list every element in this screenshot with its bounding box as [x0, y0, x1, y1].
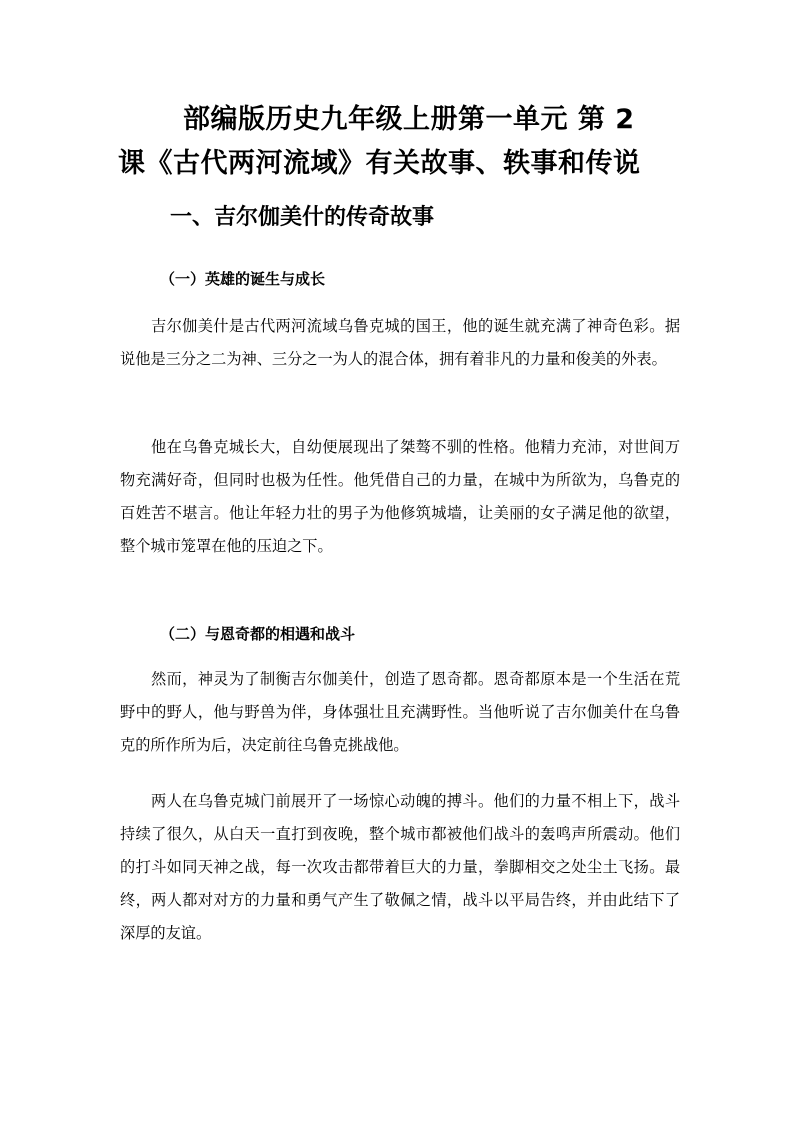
subheading-birth-and-growth: （一）英雄的诞生与成长 — [160, 270, 326, 288]
paragraph-enkidu: 然而，神灵为了制衡吉尔伽美什，创造了恩奇都。恩奇都原本是一个生活在荒野中的野人，他与野兽为伴，身体强壮且充满野性。当他听说了吉尔伽美什在乌鲁克的所作所为后，决定前往乌鲁克挑战他。 — [120, 670, 680, 754]
paragraph-birth: 吉尔伽美什是古代两河流域乌鲁克城的国王，他的诞生就充满了神奇色彩。据说他是三分之二为神、三分之一为人的混合体，拥有着非凡的力量和俊美的外表。 — [120, 317, 680, 368]
document-title — [118, 98, 678, 186]
document-title-line-2: 课《古代两河流域》有关故事、轶事和传说 — [118, 148, 641, 179]
paragraph-battle: 两人在乌鲁克城门前展开了一场惊心动魄的搏斗。他们的力量不相上下，战斗持续了很久，从白天一直打到夜晚，整个城市都被他们战斗的轰鸣声所震动。他们的打斗如同天神之战，每一次攻击都带着巨大的力量，拳脚相交之处尘土飞扬。最终，两人都对对方的力量和勇气产生了敬佩之情，战斗以平局告终，并由此结下了深厚的友谊。 — [120, 792, 680, 942]
section-heading-gilgamesh: 一、吉尔伽美什的传奇故事 — [170, 205, 435, 230]
paragraph-growth: 他在乌鲁克城长大，自幼便展现出了桀骜不驯的性格。他精力充沛，对世间万物充满好奇，但同时也极为任性。他凭借自己的力量，在城中为所欲为，乌鲁克的百姓苦不堪言。他让年轻力壮的男子为他修筑城墙，让美丽的女子满足他的欲望，整个城市笼罩在他的压迫之下。 — [120, 438, 680, 555]
subheading-meeting-enkidu: （二）与恩奇都的相遇和战斗 — [160, 625, 356, 643]
document-title-line-1: 部编版历史九年级上册第一单元 第 2 — [183, 104, 635, 135]
